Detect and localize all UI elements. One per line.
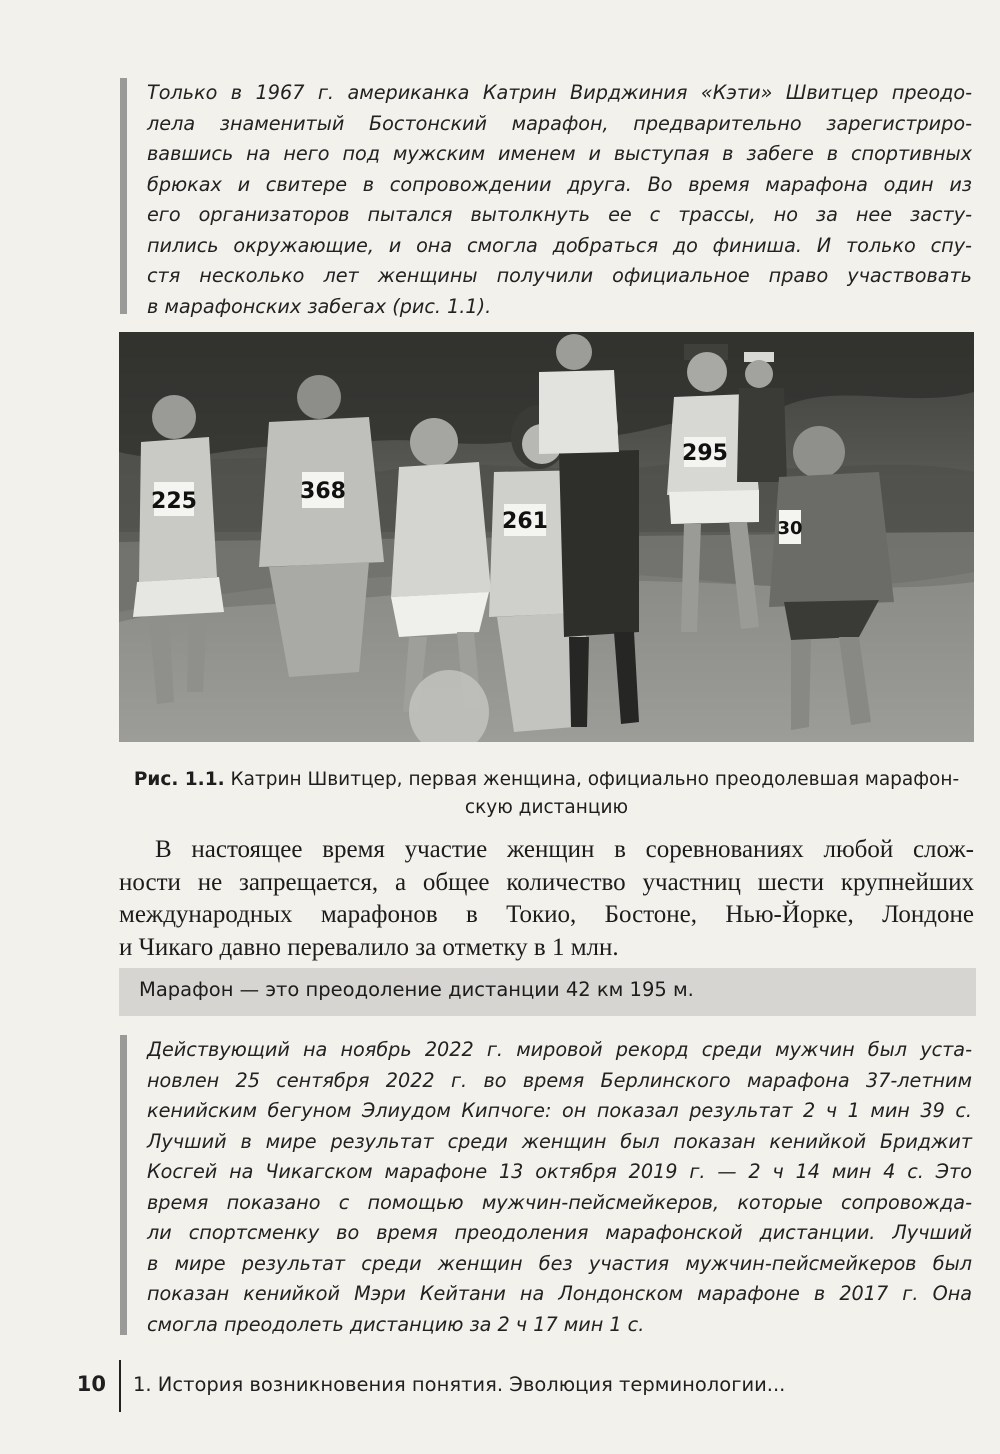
aside-records-note (120, 1035, 972, 1335)
caption-line-1 (119, 766, 974, 794)
aside-line: новлен 25 сентября 2022 г. во время Берлинского марафона 37-летним (147, 1068, 972, 1092)
caption-text: Катрин Швитцер, первая женщина, официально преодолевшая марафон- (224, 769, 960, 790)
bib-368: 368 (300, 479, 346, 504)
footer-divider (119, 1360, 121, 1412)
marathon-photo (119, 332, 974, 742)
aside-line: кенийским бегуном Элиудом Кипчоге: он показал результат 2 ч 1 мин 39 с. (147, 1099, 972, 1122)
running-head: 1. История возникновения понятия. Эволюция терминологии... (133, 1373, 786, 1396)
figure-caption (119, 766, 974, 822)
aside-line: в марафонских забегах (рис. 1.1). (147, 294, 492, 318)
bib-225: 225 (151, 489, 197, 514)
paragraph-line: международных марафонов в Токио, Бостоне, Нью-Йорке, Лондоне (119, 901, 974, 928)
aside-line: Действующий на ноябрь 2022 г. мировой рекорд среди мужчин был уста- (147, 1038, 972, 1061)
aside-line: Только в 1967 г. американка Катрин Вирджиния «Кэти» Швитцер преодо- (147, 81, 972, 104)
bib-261: 261 (502, 509, 548, 534)
aside-line: его организаторов пытался вытолкнуть ее с трассы, но за нее засту- (147, 203, 972, 226)
page-footer (0, 1358, 1000, 1414)
aside-line: показан кенийкой Мэри Кейтани на Лондонском марафоне в 2017 г. Она (147, 1282, 972, 1305)
aside-line: лела знаменитый Бостонский марафон, предварительно зарегистриро- (147, 111, 972, 135)
aside-line: ли спортсменку во время преодоления марафонской дистанции. Лучший (147, 1221, 972, 1244)
marathon-photo-illustration (119, 332, 974, 742)
bib-295: 295 (682, 441, 728, 466)
aside-line: Косгей на Чикагском марафоне 13 октября 2019 г. — 2 ч 14 мин 4 с. Это (147, 1160, 972, 1183)
aside-line: стя несколько лет женщины получили официальное право участвовать (147, 264, 972, 287)
aside-historical-note (120, 78, 972, 318)
page-number: 10 (76, 1372, 106, 1396)
aside-line: в мире результат среди женщин без участия мужчин-пейсмейкеров был (147, 1251, 972, 1275)
aside-line: вавшись на него под мужским именем и выступая в забеге в спортивных (147, 142, 972, 165)
aside-line: время показано с помощью мужчин-пейсмейкеров, которые сопровожда- (147, 1190, 972, 1214)
aside-line: пились окружающие, и она смогла добраться до финиша. И только спу- (147, 233, 972, 257)
definition-box: Марафон — это преодоление дистанции 42 км 195 м. (119, 968, 976, 1016)
aside-line: Лучший в мире результат среди женщин был показан кенийкой Бриджит (147, 1129, 972, 1153)
aside-line: смогла преодолеть дистанцию за 2 ч 17 мин 1 с. (147, 1312, 645, 1336)
caption-line-2: скую дистанцию (464, 797, 629, 818)
paragraph-line: ности не запрещается, а общее количество участниц шести крупнейших (119, 868, 974, 896)
caption-label: Рис. 1.1. (133, 769, 225, 790)
body-paragraph (119, 834, 974, 964)
aside-line: брюках и свитере в сопровождении друга. Во время марафона один из (147, 172, 972, 196)
paragraph-line: В настоящее время участие женщин в соревнованиях любой слож- (155, 836, 974, 863)
paragraph-line: и Чикаго давно перевалило за отметку в 1 млн. (119, 933, 619, 961)
bib-30: 30 (777, 518, 803, 539)
